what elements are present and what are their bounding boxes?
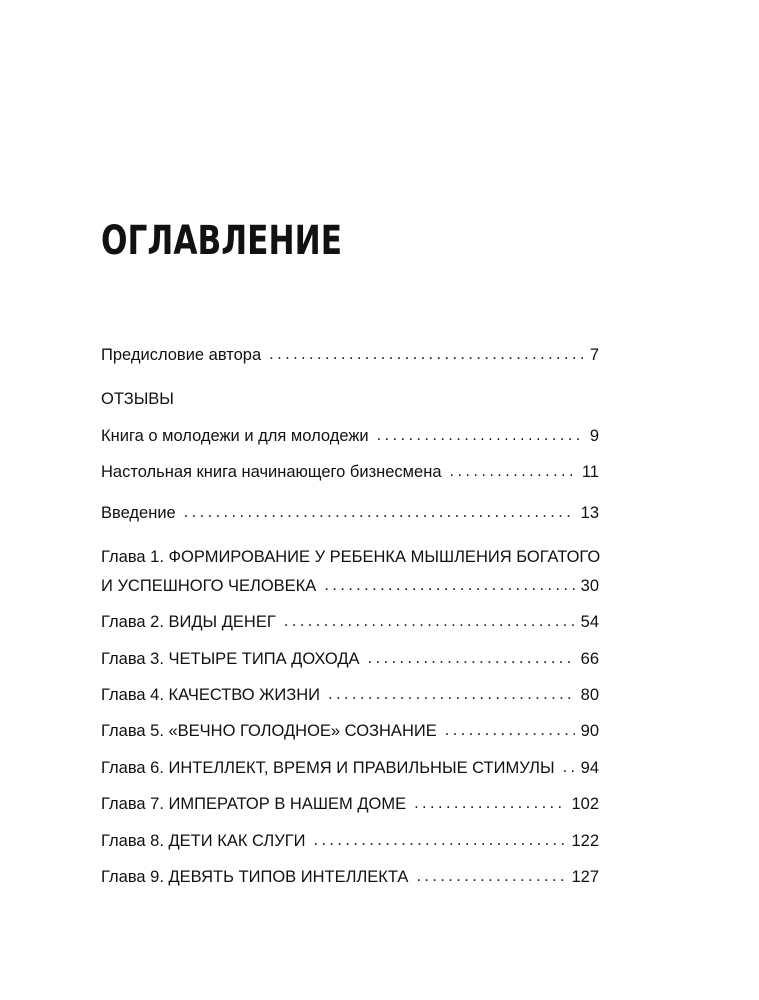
toc-leader-dots <box>416 864 565 888</box>
toc-entry-chapter-3[interactable] <box>101 647 599 671</box>
toc-leader-dots <box>284 609 575 633</box>
toc-entry-page: 90 <box>580 722 599 740</box>
toc-entry-page: 127 <box>571 868 599 886</box>
toc-leader-dots <box>269 342 583 366</box>
toc-entry-text: Глава 7. ИМПЕРАТОР В НАШЕМ ДОМЕ <box>101 795 407 813</box>
toc-entry-page: 102 <box>571 795 599 813</box>
toc-entry-text: Глава 3. ЧЕТЫРЕ ТИПА ДОХОДА <box>101 650 360 668</box>
toc-entry-text: Глава 4. КАЧЕСТВО ЖИЗНИ <box>101 686 320 704</box>
toc-entry-chapter-6[interactable] <box>101 756 599 780</box>
toc-entry-page: 94 <box>580 759 599 777</box>
toc-entry-page: 80 <box>580 686 599 704</box>
toc-entry-page: 11 <box>581 463 599 481</box>
toc-entry-page: 7 <box>589 346 599 364</box>
toc-leader-dots <box>368 646 575 670</box>
toc-entry-chapter-7[interactable] <box>101 792 599 816</box>
toc-entry-text: И УСПЕШНОГО ЧЕЛОВЕКА <box>101 577 317 595</box>
toc-entry-introduction[interactable] <box>101 501 599 525</box>
toc-leader-dots <box>414 791 565 815</box>
toc-leader-dots <box>377 423 583 447</box>
toc-entry-page: 66 <box>580 650 599 668</box>
toc-entry-text: Глава 8. ДЕТИ КАК СЛУГИ <box>101 832 306 850</box>
toc-entry-page: 122 <box>571 832 599 850</box>
toc-entry-text: Введение <box>101 504 176 522</box>
toc-entry-chapter-1-line-1[interactable] <box>101 545 600 569</box>
toc-entry-review-business[interactable] <box>101 460 599 484</box>
toc-entry-page: 13 <box>580 504 599 522</box>
toc-section-reviews <box>101 387 174 411</box>
toc-entry-chapter-9[interactable] <box>101 865 599 889</box>
toc-entry-text: Книга о молодежи и для молодежи <box>101 427 369 445</box>
toc-entry-preface[interactable] <box>101 343 599 367</box>
toc-entry-text: Глава 2. ВИДЫ ДЕНЕГ <box>101 613 276 631</box>
toc-entry-page: 9 <box>589 427 599 445</box>
toc-entry-text: Глава 9. ДЕВЯТЬ ТИПОВ ИНТЕЛЛЕКТА <box>101 868 409 886</box>
toc-leader-dots <box>184 500 575 524</box>
toc-section-heading: ОТЗЫВЫ <box>101 390 174 408</box>
toc-entry-page: 54 <box>580 613 599 631</box>
toc-leader-dots <box>445 718 575 742</box>
toc-entry-text: Глава 1. ФОРМИРОВАНИЕ У РЕБЕНКА МЫШЛЕНИЯ БОГАТОГО <box>101 548 601 566</box>
toc-entry-chapter-4[interactable] <box>101 683 599 707</box>
toc-leader-dots <box>328 682 575 706</box>
toc-entry-text: Глава 6. ИНТЕЛЛЕКТ, ВРЕМЯ И ПРАВИЛЬНЫЕ СТИМУЛЫ <box>101 759 555 777</box>
toc-entry-chapter-8[interactable] <box>101 829 599 853</box>
toc-entry-chapter-1[interactable] <box>101 574 599 598</box>
toc-entry-review-youth[interactable] <box>101 424 599 448</box>
toc-entry-text: Настольная книга начинающего бизнесмена <box>101 463 442 481</box>
toc-leader-dots <box>450 459 576 483</box>
toc-leader-dots <box>563 755 575 779</box>
toc-entry-text: Предисловие автора <box>101 346 262 364</box>
toc-leader-dots <box>324 573 574 597</box>
page-title: ОГЛАВЛЕНИЕ <box>101 218 343 264</box>
toc-leader-dots <box>314 828 566 852</box>
toc-entry-chapter-5[interactable] <box>101 719 599 743</box>
toc-entry-text: Глава 5. «ВЕЧНО ГОЛОДНОЕ» СОЗНАНИЕ <box>101 722 437 740</box>
toc-entry-page: 30 <box>580 577 599 595</box>
toc-entry-chapter-2[interactable] <box>101 610 599 634</box>
